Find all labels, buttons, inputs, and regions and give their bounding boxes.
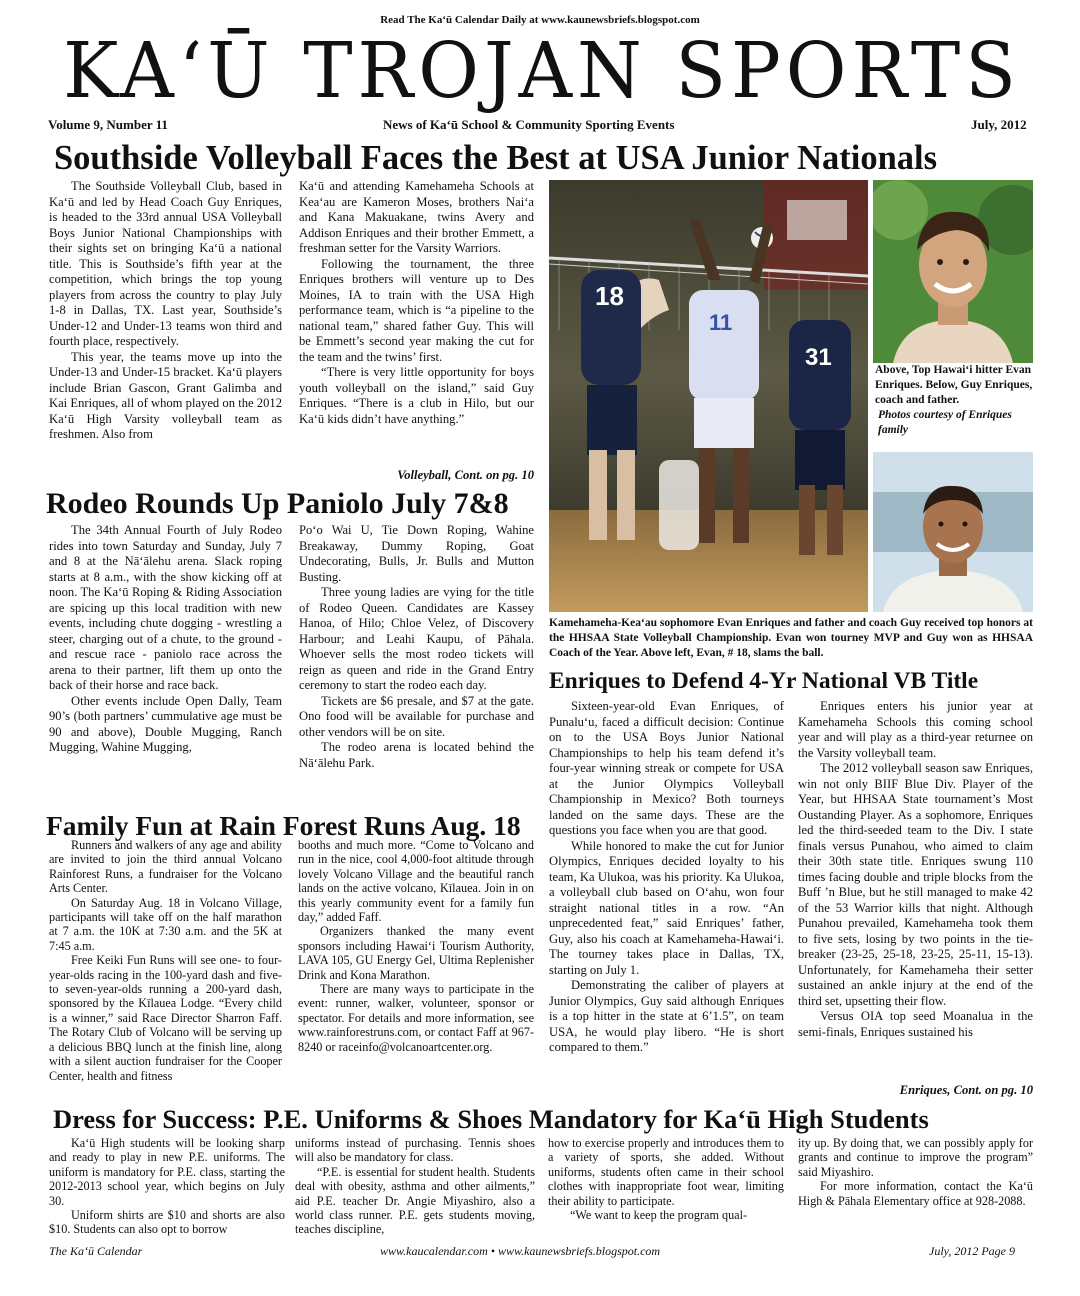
paragraph: This year, the teams move up into the Under-13 and Under-15 bracket. Ka‘ū players include Brian Gascon, Grant Galimba and Kai Enriques, all of whom played on the 2012 Ka‘ū High Varsity volleyball team as freshmen. Also from	[49, 349, 282, 441]
paragraph: Ka‘ū High students will be looking sharp and ready to play in new P.E. uniforms. The uniform is mandatory for P.E. class, starting the 2012-2013 school year, which begins on July 30.	[49, 1136, 285, 1208]
volleyball-col-2	[299, 179, 534, 470]
main-photo-caption: Kamehameha-Kea‘au sophomore Evan Enriques and father and coach Guy received top honors at the HHSAA State Volleyball Championship. Evan won tourney MVP and Guy won as HHSAA Coach of the Year. Above left, Evan, # 18, slams the ball.	[549, 617, 1033, 659]
svg-text:31: 31	[805, 344, 832, 371]
issue-date: July, 2012	[971, 117, 1027, 132]
svg-text:11: 11	[709, 310, 733, 335]
evan-portrait-image	[873, 180, 1033, 363]
dress-col-1	[49, 1136, 285, 1240]
paragraph: The 34th Annual Fourth of July Rodeo rides into town Saturday and Sunday, July 7 and 8 at the Nā‘ālehu arena. Slack roping starts at 8 a.m., with the show kicking off at noon. The Ka‘ū Roping & Riding Association are spicing up this local tradition with new events, including chute dogging - wrestling a steer, charging out of a chute, to the ground - and rescue race - paniolo race across the arena to their partner, lift them up onto the back of their horse and race back.	[49, 523, 282, 692]
paragraph: Uniform shirts are $10 and shorts are also $10. Students can also opt to borrow	[49, 1208, 285, 1237]
paragraph: Tickets are $6 presale, and $7 at the gate. Ono food will be available for purchase and other vendors will be on site.	[299, 693, 534, 739]
volleyball-action-photo	[549, 180, 868, 612]
headline-rodeo: Rodeo Rounds Up Paniolo July 7&8	[46, 487, 509, 520]
paragraph: While honored to make the cut for Junior Olympics, Enriques decided loyalty to his team, Ka Ulukoa, was his priority. Ka Ulukoa, a volleyball club based on O‘ahu, won four straight national titles in a row. “An unprecedented feat,” said Enriques’ father, Guy, also his coach at Kamehameha-Hawai‘i. The tourney takes place in Dallas, TX, starting on July 1.	[549, 838, 784, 977]
dress-col-2	[295, 1136, 535, 1240]
paragraph: booths and much more. “Come to Volcano and run in the nice, cool 4,000-foot altitude through lovely Volcano Village and the beautiful ranch lands on the active volcano, Kīlauea. Join in on this yearly community event for a family fun day,” added Faff.	[298, 838, 534, 925]
paragraph: Ka‘ū and attending Kamehameha Schools at Kea‘au are Kameron Moses, brothers Nai‘a and Kana Makuakane, twins Avery and Addison Enriques and their brother Emmett, a freshman setter for the Varsity Warriors.	[299, 179, 534, 255]
action-photo-image	[549, 180, 868, 612]
paragraph: The 2012 volleyball season saw Enriques, win not only BIIF Blue Div. Player of the Year, but HHSAA State tournament’s Most Oustanding Player. As a sophomore, Enriques led the third-seeded team to the Div. I state finals versus Punahou, who aimed to claim their 30th state title. Enriques swung 110 times facing double and triple blocks from the Buff ’n Blue, but he still managed to make 42 of the 53 Warrior kills that night. Although Punahou prevailed, Kamehameha took them to five sets, losing by two points in the tie-breaker (23-25, 25-18, 23-25, 25-11, 15-13). Unfortunately, for Kamehameha their setter sustained an ankle injury at the end of the third set, upsetting their flow.	[798, 761, 1033, 1008]
headline-enriques: Enriques to Defend 4-Yr National VB Title	[549, 668, 979, 694]
paragraph: On Saturday Aug. 18 in Volcano Village, participants will take off on the half marathon at 7 a.m. the 10K at 7:30 a.m. and the 5K at 7:45 a.m.	[49, 895, 282, 953]
masthead-title: KA‘Ū TROJAN SPORTS	[63, 26, 1021, 116]
svg-text:18: 18	[595, 281, 624, 311]
continued-line: Volleyball, Cont. on pg. 10	[397, 468, 534, 482]
guy-portrait-photo	[873, 452, 1033, 612]
headline-dress: Dress for Success: P.E. Uniforms & Shoes Mandatory for Ka‘ū High Students	[53, 1104, 929, 1134]
paragraph: Free Keiki Fun Runs will see one- to four-year-olds racing in the 100-yard dash and five- to seven-year-olds running a 200-yard dash, sponsored by the Kīlauea Lodge. “Every child is a winner,” said Race Director Sharron Faff. The Rotary Club of Volcano will be serving up a delicious BBQ lunch at the finish line, along with a silent auction fundraiser for the Cooper Center, health and fitness	[49, 953, 282, 1083]
paragraph: Po‘o Wai U, Tie Down Roping, Wahine Breakaway, Dummy Roping, Goat Undecorating, Bulls, Jr. Bulls and Mutton Busting.	[299, 523, 534, 584]
dress-col-4	[798, 1136, 1033, 1240]
volume-number: Volume 9, Number 11	[48, 117, 168, 132]
evan-portrait-photo	[873, 180, 1033, 363]
familyfun-col-1	[49, 838, 282, 1104]
headline-family-fun: Family Fun at Rain Forest Runs Aug. 18	[46, 810, 521, 841]
paragraph: ity up. By doing that, we can possibly apply for grants and continue to improve the program” said Miyashiro.	[798, 1136, 1033, 1179]
familyfun-col-2	[298, 838, 534, 1104]
rodeo-col-1	[49, 523, 282, 793]
side-caption-text: Above, Top Hawai‘i hitter Evan Enriques. Below, Guy Enriques, coach and father.	[875, 364, 1033, 406]
paragraph: Demonstrating the caliber of players at Junior Olympics, Guy said although Enriques is a top hitter in the state at 6’1.5”, on team USA, he would play libero. “He is short compared to them.”	[549, 978, 784, 1054]
continued-line: Enriques, Cont. on pg. 10	[899, 1083, 1033, 1097]
dress-col-3	[548, 1136, 784, 1240]
paragraph: The rodeo arena is located behind the Nā‘ālehu Park.	[299, 740, 534, 770]
paragraph: Following the tournament, the three Enriques brothers will venture up to Des Moines, IA to train with the USA High performance team, which is “a pipeline to the national team,” shared father Guy. This will be Emmett’s second year making the cut for the team and the twins’ first.	[299, 256, 534, 364]
headline-volleyball: Southside Volleyball Faces the Best at USA Junior Nationals	[54, 139, 938, 177]
paragraph: Three young ladies are vying for the title of Rodeo Queen. Candidates are Kassey Hanoa, of Hilo; Chloe Velez, of Discovery Harbour; and Leahi Kaupu, of Pāhala. Whoever sells the most rodeo tickets will reign as queen and ride in the Grand Entry ceremony to start the rodeo each day.	[299, 585, 534, 692]
paragraph: Other events include Open Dally, Team 90’s (both partners’ cummulative age must be 90 and above), Double Mugging, Ranch Mugging, Wahine Mugging,	[49, 693, 282, 754]
top-line: Read The Ka‘ū Calendar Daily at www.kaunewsbriefs.blogspot.com	[380, 14, 700, 26]
rodeo-col-2	[299, 523, 534, 808]
footer-websites: www.kaucalendar.com • www.kaunewsbriefs.blogspot.com	[380, 1244, 661, 1258]
tagline: News of Ka‘ū School & Community Sporting Events	[383, 117, 675, 132]
paragraph: Organizers thanked the many event sponsors including Hawai‘i Tourism Authority, LAVA 105, GU Energy Gel, Ultima Replenisher Drink and Kona Marathon.	[298, 924, 534, 982]
paragraph: The Southside Volleyball Club, based in Ka‘ū and led by Head Coach Guy Enriques, is headed to the 33rd annual USA Volleyball Boys Junior National Championships with their sights set on bringing Ka‘ū a national title. This is Southside’s fifth year at the competition, which brings the top young players from across the country to play July 1-8 in Dallas, TX. Last year, Southside’s Under-12 and Under-13 teams won third and fourth place, respectively.	[49, 179, 282, 348]
paragraph: Sixteen-year-old Evan Enriques, of Punalu‘u, faced a difficult decision: Continue on to the USA Boys Junior National Championships to help his team defend it’s four-year winning streak or compete for USA at the Junior Olympics Volleyball Championship in Mexico? Both tourneys landed on the same days. These are the questions you face when you are that good.	[549, 699, 784, 837]
paragraph: For more information, contact the Ka‘ū High & Pāhala Elementary office at 928-2088.	[798, 1179, 1033, 1208]
paragraph: Runners and walkers of any age and ability are invited to join the third annual Volcano Rainforest Runs, a fundraiser for the Volcano Arts Center.	[49, 838, 282, 896]
volleyball-col-1	[49, 179, 282, 479]
footer-page-number: July, 2012 Page 9	[929, 1244, 1015, 1258]
side-caption	[875, 363, 1035, 438]
enriques-col-2	[798, 699, 1033, 1083]
paragraph: uniforms instead of purchasing. Tennis shoes will also be mandatory for class.	[295, 1136, 535, 1165]
paragraph: There are many ways to participate in the event: runner, walker, volunteer, sponsor or spectator. For details and more information, see www.rainforestruns.com, or contact Faff at 967-8240 or raceinfo@volcanoartcenter.org.	[298, 982, 534, 1054]
enriques-col-1	[549, 699, 784, 1104]
paragraph: “There is very little opportunity for boys youth volleyball on the island,” said Guy Enriques. “There is a club in Hilo, but our Ka‘ū kids didn’t have anything.”	[299, 365, 534, 426]
paragraph: how to exercise properly and introduces them to a variety of sports, she added. Without uniforms, students often came in their school clothes with inappropriate foot wear, limiting their ability to participate.	[548, 1136, 784, 1208]
photo-credit: Photos courtesy of Enriques family	[878, 409, 1012, 436]
paragraph: “P.E. is essential for student health. Students deal with obesity, asthma and other ailments,” aid P.E. teacher Dr. Angie Miyashiro, also a world class runner. P.E. gets students moving, teaches discipline,	[295, 1164, 535, 1237]
paragraph: “We want to keep the program qual-	[570, 1208, 748, 1223]
footer-publication: The Ka‘ū Calendar	[49, 1244, 143, 1258]
guy-portrait-image	[873, 452, 1033, 612]
paragraph: Enriques enters his junior year at Kamehameha Schools this coming school year and will play as a third-year returnee on the Varsity volleyball team.	[798, 699, 1033, 760]
paragraph: Versus OIA top seed Moanalua in the semi-finals, Enriques sustained his	[798, 1009, 1033, 1039]
